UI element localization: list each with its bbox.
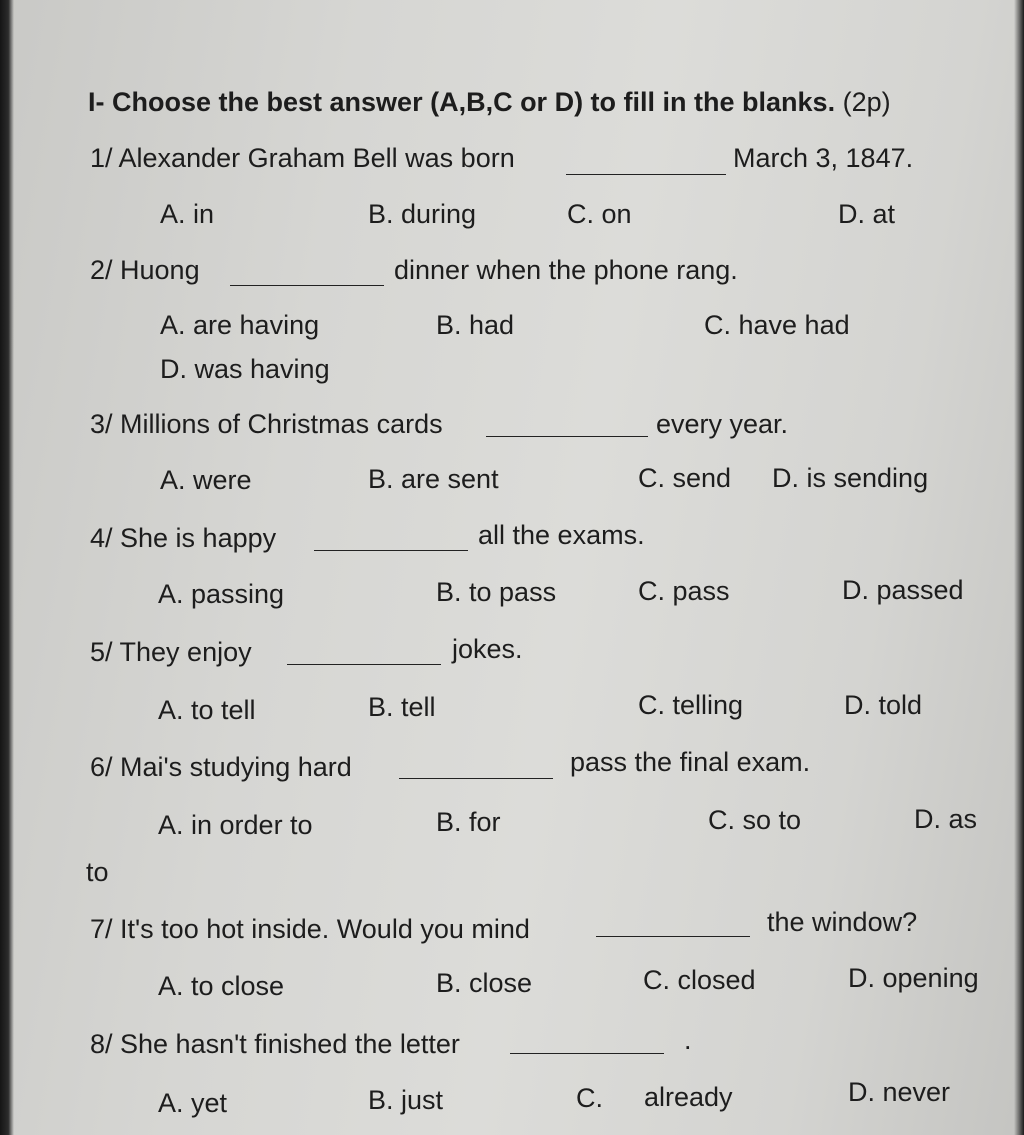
question-5-option-a: A. to tell (158, 695, 256, 725)
question-3-option-b: B. are sent (368, 464, 499, 494)
question-6-option-d-wrap: to (86, 857, 109, 887)
page-shadow-left (0, 0, 14, 1135)
question-3-stem-end: every year. (656, 409, 789, 439)
question-4-option-a: A. passing (158, 579, 285, 609)
question-2-option-d: D. was having (160, 354, 330, 384)
question-4-option-c: C. pass (638, 576, 730, 606)
question-8-option-d: D. never (848, 1077, 951, 1107)
question-7-option-b: B. close (436, 968, 533, 998)
question-1-option-a: A. in (160, 199, 215, 229)
question-5-option-d: D. told (844, 690, 923, 720)
question-5-stem: 5/ They enjoy (90, 637, 252, 667)
question-5-stem-end: jokes. (452, 634, 523, 664)
question-4-option-d: D. passed (842, 575, 964, 605)
question-2-option-a: A. are having (160, 310, 320, 340)
question-6-stem: 6/ Mai's studying hard (90, 752, 352, 782)
question-2-option-c: C. have had (704, 310, 850, 340)
question-4-stem-end: all the exams. (478, 520, 645, 550)
question-6-option-b: B. for (436, 807, 501, 837)
question-6-option-d: D. as (914, 804, 978, 834)
question-8-option-c-text: already (644, 1082, 733, 1112)
question-6-blank (399, 778, 553, 779)
question-2-stem: 2/ Huong (90, 255, 200, 285)
question-2-blank (230, 285, 384, 286)
question-6-option-c: C. so to (708, 805, 802, 835)
question-8-stem-end: . (684, 1025, 692, 1055)
question-7-blank (596, 936, 750, 937)
page-shadow-right (1014, 0, 1024, 1135)
heading-points: (2p) (842, 87, 891, 117)
question-1-stem: 1/ Alexander Graham Bell was born (90, 143, 515, 173)
question-2-stem-end: dinner when the phone rang. (394, 255, 738, 285)
heading-text: I- Choose the best answer (A,B,C or D) to fill in the blanks. (88, 87, 836, 117)
question-1-stem-end: March 3, 1847. (733, 143, 914, 173)
question-2-option-b: B. had (436, 310, 515, 340)
question-3-option-c: C. send (638, 463, 732, 493)
question-1-blank (566, 174, 726, 175)
question-8-option-c: C. (576, 1083, 603, 1113)
question-1-option-b: B. during (368, 199, 477, 229)
question-3-option-d: D. is sending (772, 463, 929, 493)
question-7-option-c: C. closed (643, 965, 756, 995)
question-8-option-b: B. just (368, 1085, 444, 1115)
question-5-option-b: B. tell (368, 692, 436, 722)
question-8-option-a: A. yet (158, 1088, 228, 1118)
question-1-option-c: C. on (567, 199, 632, 229)
question-5-blank (287, 664, 441, 665)
question-6-option-a: A. in order to (158, 810, 313, 840)
question-3-blank (486, 436, 648, 437)
question-4-blank (314, 550, 468, 551)
question-7-option-d: D. opening (848, 963, 979, 993)
question-3-stem: 3/ Millions of Christmas cards (90, 409, 443, 439)
question-5-option-c: C. telling (638, 690, 744, 720)
question-1-option-d: D. at (838, 199, 896, 229)
question-7-stem-end: the window? (767, 907, 918, 937)
question-8-stem: 8/ She hasn't finished the letter (90, 1029, 460, 1059)
question-7-option-a: A. to close (158, 971, 285, 1001)
question-4-stem: 4/ She is happy (90, 523, 277, 553)
question-3-option-a: A. were (160, 465, 252, 495)
question-6-stem-end: pass the final exam. (570, 747, 811, 777)
question-4-option-b: B. to pass (436, 577, 557, 607)
section-heading (88, 86, 891, 118)
question-7-stem: 7/ It's too hot inside. Would you mind (90, 914, 530, 944)
question-8-blank (510, 1053, 664, 1054)
